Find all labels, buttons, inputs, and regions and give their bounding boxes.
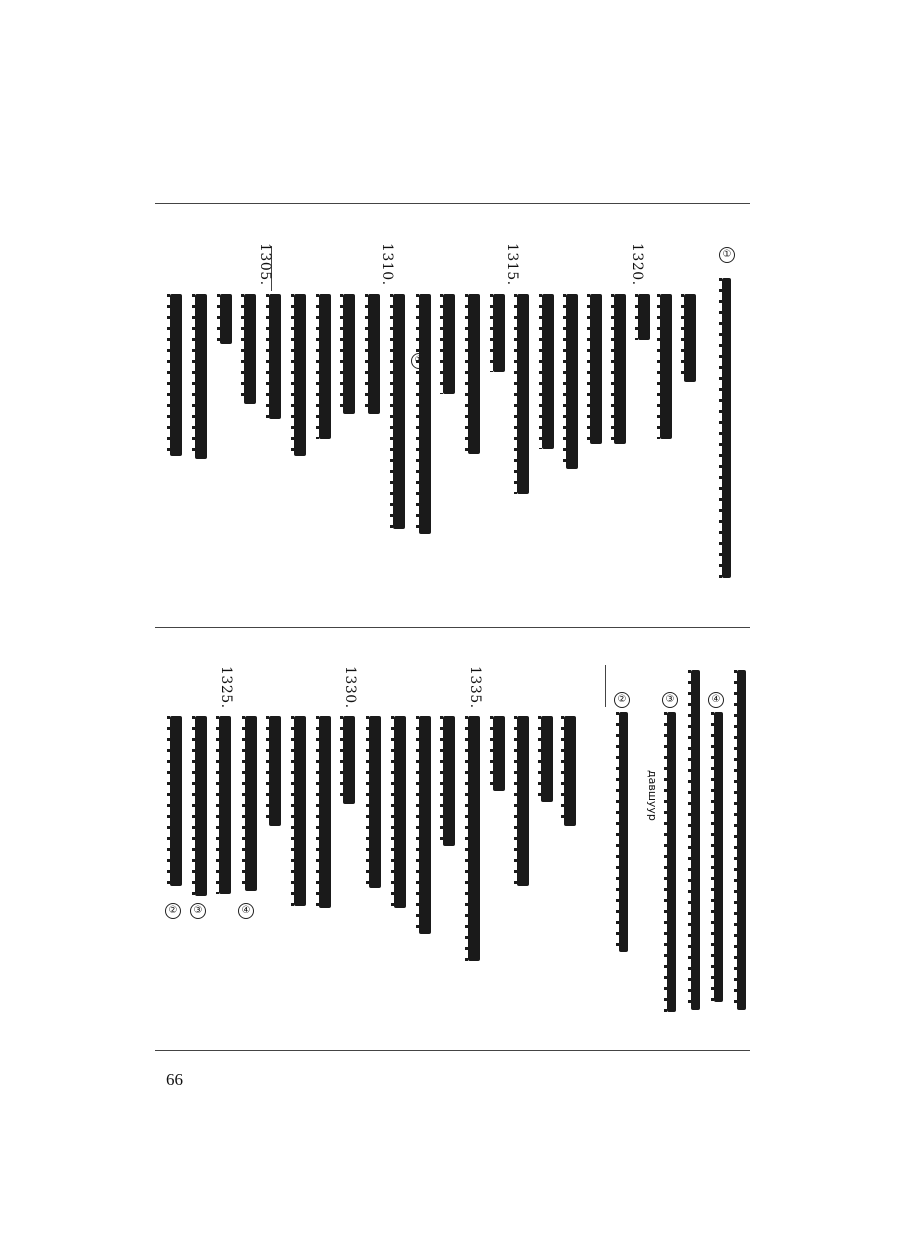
text-column bbox=[468, 716, 480, 961]
line-number-1310: 1310. bbox=[379, 243, 395, 286]
text-column bbox=[590, 294, 602, 444]
text-column bbox=[195, 716, 207, 896]
text-column bbox=[269, 294, 281, 419]
footnote-column bbox=[667, 712, 676, 1012]
text-column bbox=[419, 294, 431, 534]
text-column bbox=[566, 294, 578, 469]
text-column bbox=[517, 716, 529, 886]
line-number-1335: 1335. bbox=[467, 666, 483, 709]
text-column bbox=[170, 294, 182, 456]
footnote-column bbox=[714, 712, 723, 1002]
line-number-1325: 1325. bbox=[218, 666, 234, 709]
text-column bbox=[493, 716, 505, 791]
top-rule bbox=[155, 203, 750, 204]
line-number-1305: 1305. bbox=[257, 243, 273, 286]
footnote-marker-3-inline: ③ bbox=[190, 903, 206, 919]
footnote-column bbox=[722, 278, 731, 578]
text-column bbox=[369, 716, 381, 888]
text-column bbox=[319, 294, 331, 439]
text-column bbox=[294, 716, 306, 906]
text-column bbox=[443, 716, 455, 846]
lower-footnote-separator bbox=[605, 665, 606, 707]
page-number: 66 bbox=[166, 1070, 183, 1089]
line-number-1320: 1320. bbox=[629, 243, 645, 286]
text-column bbox=[343, 294, 355, 414]
text-column bbox=[219, 716, 231, 894]
text-column bbox=[343, 716, 355, 804]
text-column bbox=[684, 294, 696, 382]
footnote-column bbox=[737, 670, 746, 1010]
footnote-cyrillic-word: давшуур bbox=[646, 770, 659, 821]
text-column bbox=[564, 716, 576, 826]
text-column bbox=[517, 294, 529, 494]
text-column bbox=[394, 716, 406, 908]
text-column bbox=[443, 294, 455, 394]
footnote-marker-4-inline: ④ bbox=[238, 903, 254, 919]
text-column bbox=[393, 294, 405, 529]
text-column bbox=[245, 716, 257, 891]
line-number-1330: 1330. bbox=[342, 666, 358, 709]
text-column bbox=[493, 294, 505, 372]
footnote-column bbox=[619, 712, 628, 952]
line-number-1315: 1315. bbox=[504, 243, 520, 286]
footnote-marker-1: ① bbox=[719, 247, 735, 263]
text-column bbox=[368, 294, 380, 414]
footnote-marker-3: ③ bbox=[662, 692, 678, 708]
footnote-marker-2: ② bbox=[614, 692, 630, 708]
footnote-marker-4: ④ bbox=[708, 692, 724, 708]
text-column bbox=[419, 716, 431, 934]
text-column bbox=[269, 716, 281, 826]
bottom-rule bbox=[155, 1050, 750, 1051]
text-column bbox=[468, 294, 480, 454]
text-column bbox=[170, 716, 182, 886]
text-column bbox=[220, 294, 232, 344]
footnote-column bbox=[691, 670, 700, 1010]
text-column bbox=[319, 716, 331, 908]
text-column bbox=[195, 294, 207, 459]
text-column bbox=[541, 716, 553, 802]
middle-rule bbox=[155, 627, 750, 628]
text-column bbox=[244, 294, 256, 404]
text-column bbox=[542, 294, 554, 449]
text-column bbox=[614, 294, 626, 444]
text-column bbox=[294, 294, 306, 456]
text-column bbox=[638, 294, 650, 340]
text-column bbox=[660, 294, 672, 439]
footnote-marker-2-inline: ② bbox=[165, 903, 181, 919]
